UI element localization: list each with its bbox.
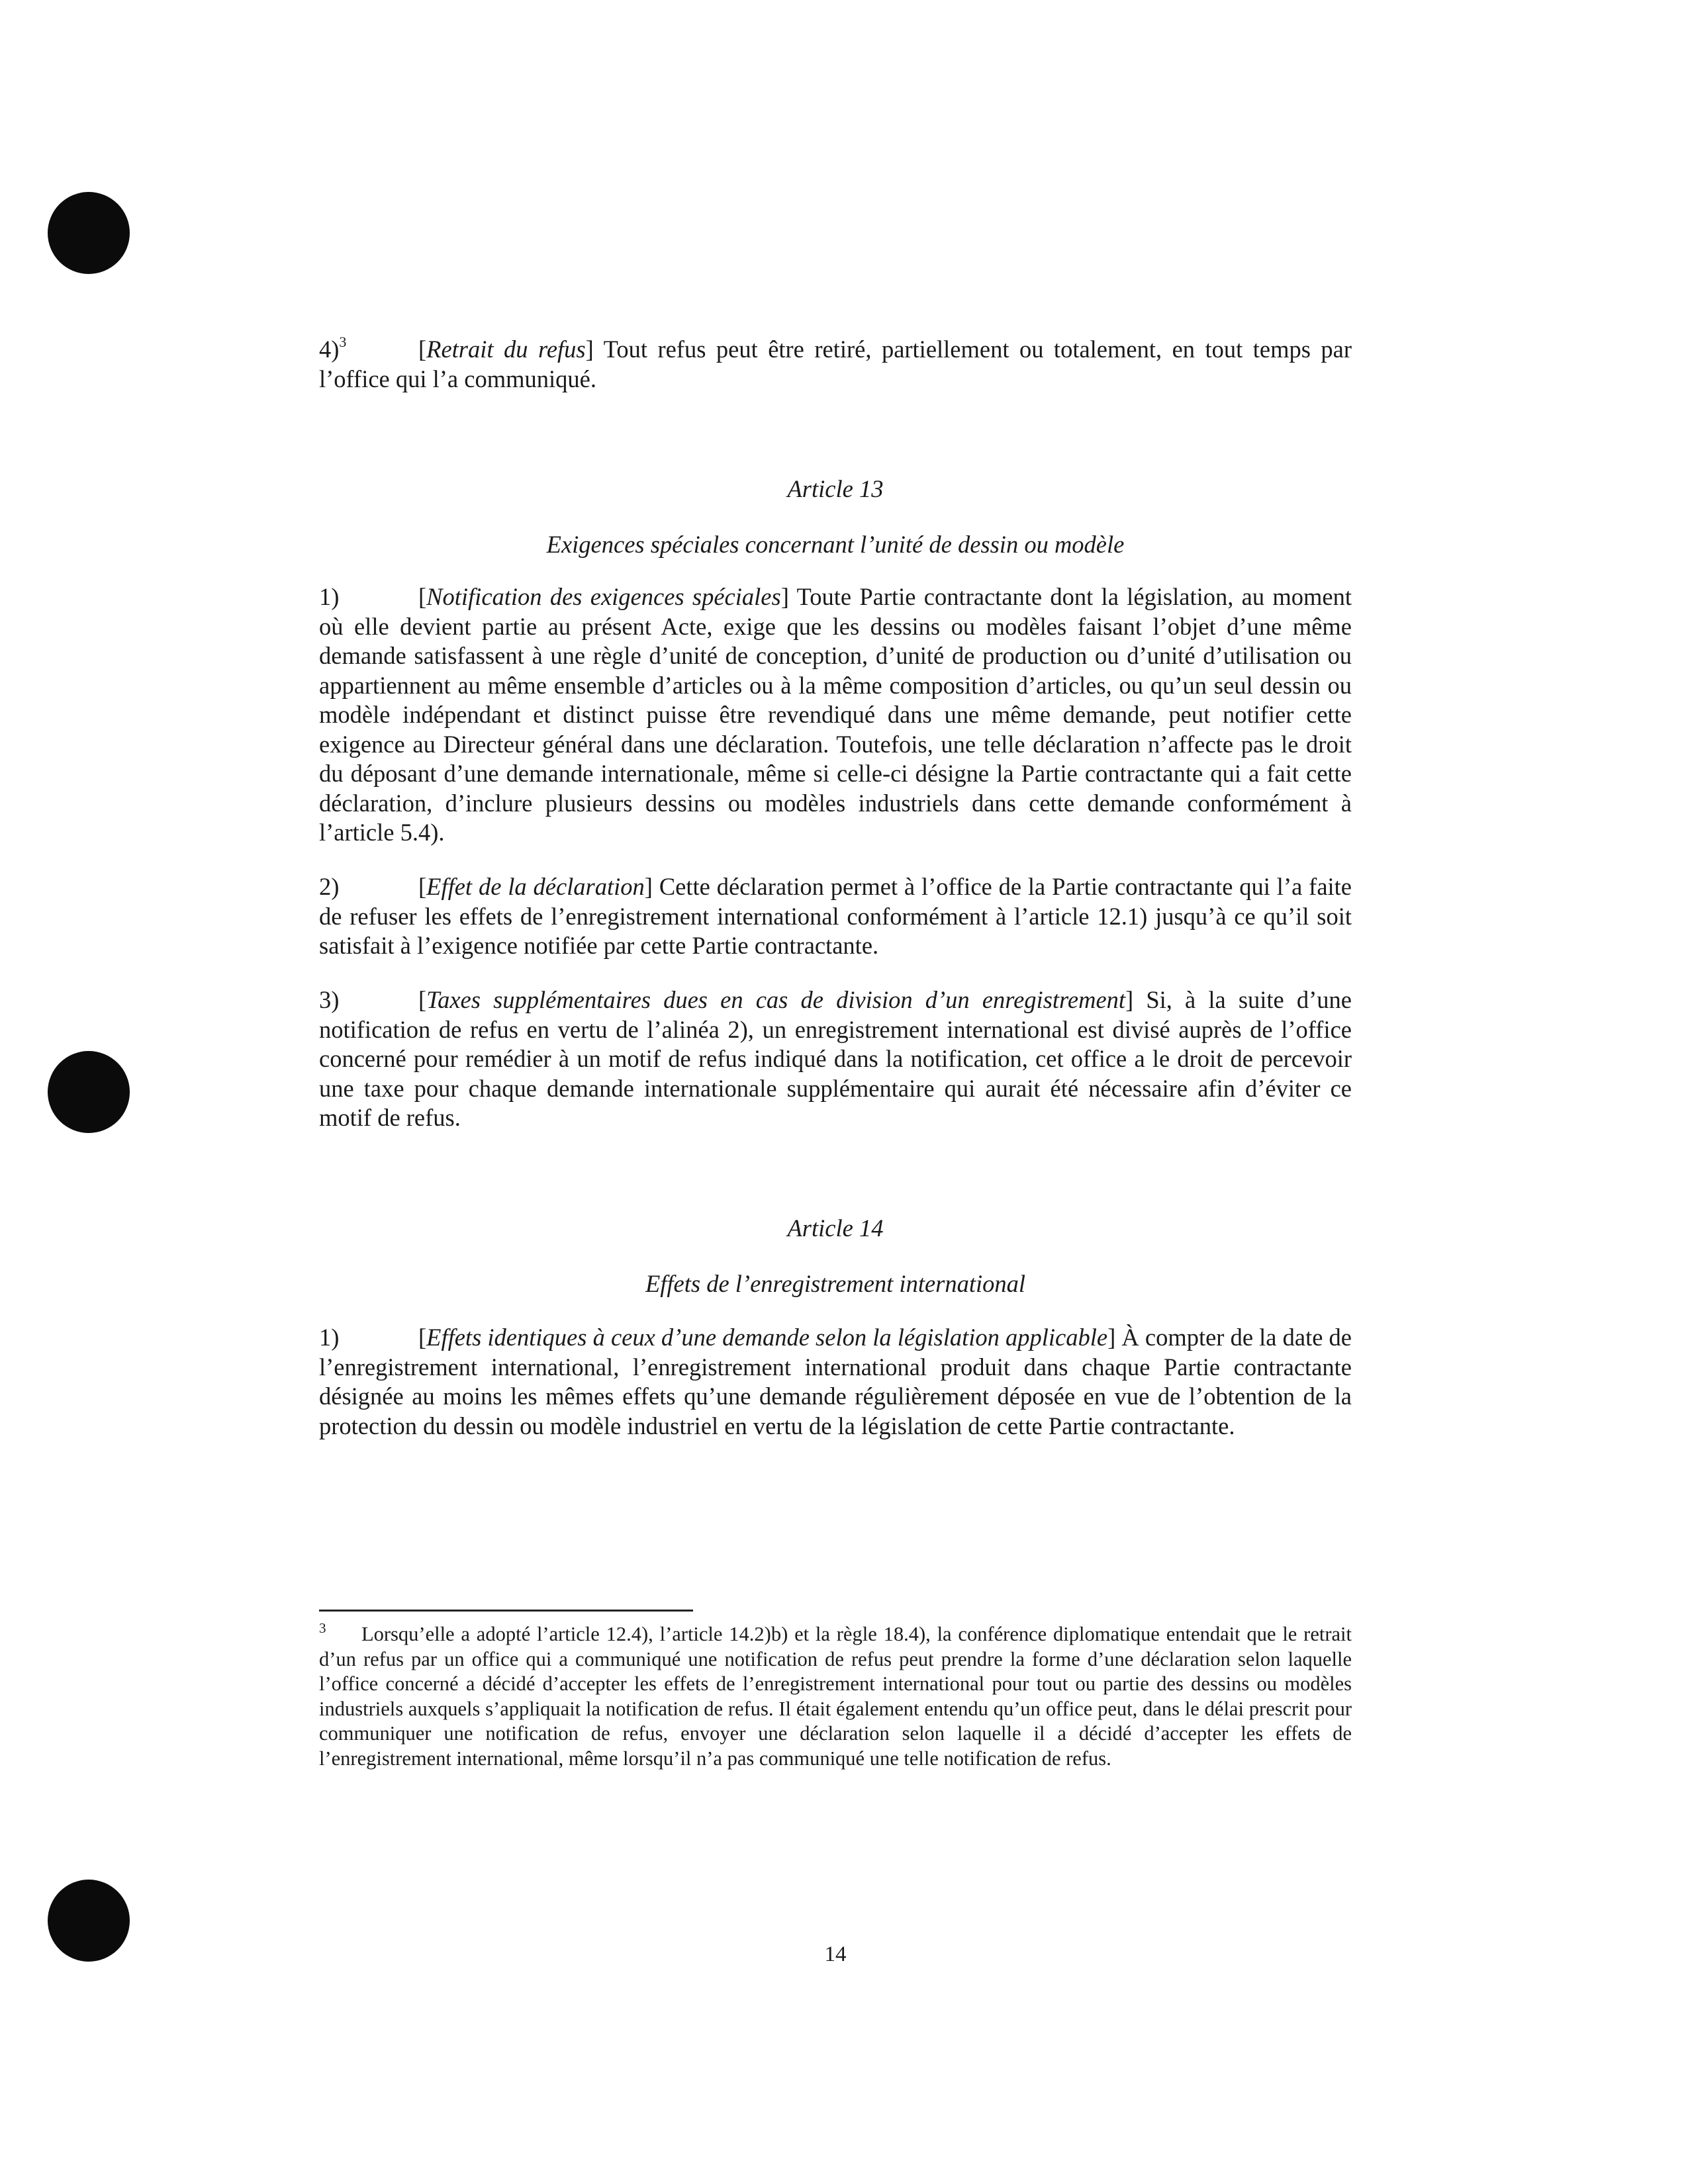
article-14-title: Effets de l’enregistrement international [645,1270,1026,1297]
article-13-paragraph-3: 3) [Taxes supplémentaires dues en cas de division d’un enregistrement] Si, à la suite d’une notification de refus en vertu de l’alinéa 2), un enregistrement international est divisé auprès de l’office concerné pour remédier à un motif de refus indiqué dans la notification, cet office a le droit de percevoir une taxe pour chaque demande internationale supplémentaire qui aurait été nécessaire afin d’éviter ce motif de refus. [319,986,1352,1131]
punch-hole-top [48,192,130,274]
paragraph-number: 1) [319,1324,340,1351]
article-14-label: Article 14 [787,1214,884,1242]
footnote-ref[interactable]: 3 [339,334,347,350]
footnote-separator [319,1610,693,1612]
paragraph-title: Effet de la déclaration [426,873,645,900]
paragraph-title: Retrait du refus [426,336,586,363]
article-13-label: Article 13 [787,475,884,502]
paragraph-text: Toute Partie contractante dont la législation, au moment où elle devient partie au présent Acte, exige que les dessins ou modèles faisant l’objet d’une même demande satisfassent à une règle d’unité de conception, d’unité de production ou d’unité d’utilisation ou appartiennent au même ensemble d’articles ou à la même composition d’articles, ou qu’un seul dessin ou modèle indépendant et distinct puisse être revendiqué dans une même demande, peut notifier cette exigence au Directeur général dans une déclaration. Toutefois, une telle déclaration n’affecte pas le droit du déposant d’une demande internationale, même si celle-ci désigne la Partie contractante qui a fait cette déclaration, d’inclure plusieurs dessins ou modèles industriels dans cette demande conformément à l’article 5.4). [319,583,1352,846]
article-13-paragraph-1: 1) [Notification des exigences spéciales] Toute Partie contractante dont la législation, au moment où elle devient partie au présent Acte, exige que les dessins ou modèles faisant l’objet d’une même demande satisfassent à une règle d’unité de conception, d’unité de production ou d’unité d’utilisation ou appartiennent au même ensemble d’articles ou à la même composition d’articles, ou qu’un seul dessin ou modèle indépendant et distinct puisse être revendiqué dans une même demande, peut notifier cette exigence au Directeur général dans une déclaration. Toutefois, une telle déclaration n’affecte pas le droit du déposant d’une demande internationale, même si celle-ci désigne la Partie contractante qui a fait cette déclaration, d’inclure plusieurs dessins ou modèles industriels dans cette demande conformément à l’article 5.4). [319,583,1352,846]
paragraph-number: 4)$^3$ [319,334,347,363]
paragraph-number: 1) [319,583,340,610]
paragraph-4-retrait: 4)$^3$ [Retrait du refus] Tout refus peut être retiré, partiellement ou totalement, en tout temps par l’office qui l’a communiqué. [319,334,1352,392]
punch-hole-middle [48,1051,130,1133]
page-number: 14 [824,1942,847,1966]
paragraph-text: Tout refus peut être retiré, partiellement ou totalement, en tout temps par l’office qui l’a communiqué. [319,336,1352,392]
paragraph-title: Notification des exigences spéciales [426,583,781,610]
punch-hole-bottom [48,1880,130,1962]
paragraph-title: Taxes supplémentaires dues en cas de division d’un enregistrement [426,986,1126,1013]
article-13-title: Exigences spéciales concernant l’unité de dessin ou modèle [546,531,1125,558]
footnote: 3 Lorsqu’elle a adopté l’article 12.4), l’article 14.2)b) et la règle 18.4), la conférence diplomatique entendait que le retrait d’un refus par un office qui a communiqué une notification de refus peut prendre la forme d’une déclaration selon laquelle l’office concerné a décidé d’accepter les effets de l’enregistrement international pour tout ou partie des dessins ou modèles industriels auxquels s’appliquait la notification de refus. Il était également entendu qu’un office peut, dans le délai prescrit pour communiquer une notification de refus, envoyer une déclaration selon laquelle il a décidé d’accepter les effets de l’enregistrement international, même lorsqu’il n’a pas communiqué une telle notification de refus. [319,1620,1352,1770]
paragraph-number: 2) [319,873,340,900]
paragraph-text: À compter de la date de l’enregistrement international, l’enregistrement international produit dans chaque Partie contractante désignée au moins les mêmes effets qu’une demande régulièrement déposée en vue de l’obtention de la protection du dessin ou modèle industriel en vertu de la législation de cette Partie contractante. [319,1324,1352,1439]
paragraph-text: Cette déclaration permet à l’office de la Partie contractante qui l’a faite de refuser les effets de l’enregistrement international conformément à l’article 12.1) jusqu’à ce qu’il soit satisfait à l’exigence notifiée par cette Partie contractante. [319,873,1352,959]
paragraph-title: Effets identiques à ceux d’une demande selon la législation applicable [426,1324,1108,1351]
paragraph-text: Si, à la suite d’une notification de refus en vertu de l’alinéa 2), un enregistrement international est divisé auprès de l’office concerné pour remédier à un motif de refus indiqué dans la notification, cet office a le droit de percevoir une taxe pour chaque demande internationale supplémentaire qui aurait été nécessaire afin d’éviter ce motif de refus. [319,986,1352,1131]
footnote-text: Lorsqu’elle a adopté l’article 12.4), l’article 14.2)b) et la règle 18.4), la conférence diplomatique entendait que le retrait d’un refus par un office qui a communiqué une notification de refus peut prendre la forme d’une déclaration selon laquelle l’office concerné a décidé d’accepter les effets de l’enregistrement international pour tout ou partie des dessins ou modèles industriels auxquels s’appliquait la notification de refus. Il était également entendu qu’un office peut, dans le délai prescrit pour communiquer une notification de refus, envoyer une déclaration selon laquelle il a décidé d’accepter les effets de l’enregistrement international, même lorsqu’il n’a pas communiqué une telle notification de refus. [319,1623,1352,1770]
article-13-paragraph-2: 2) [Effet de la déclaration] Cette déclaration permet à l’office de la Partie contractante qui l’a faite de refuser les effets de l’enregistrement international conformément à l’article 12.1) jusqu’à ce qu’il soit satisfait à l’exigence notifiée par cette Partie contractante. [319,873,1352,959]
article-14-paragraph-1: 1) [Effets identiques à ceux d’une demande selon la législation applicable] À compter de la date de l’enregistrement international, l’enregistrement international produit dans chaque Partie contractante désignée au moins les mêmes effets qu’une demande régulièrement déposée en vue de l’obtention de la protection du dessin ou modèle industriel en vertu de la législation de cette Partie contractante. [319,1324,1352,1439]
paragraph-number: 3) [319,986,340,1013]
